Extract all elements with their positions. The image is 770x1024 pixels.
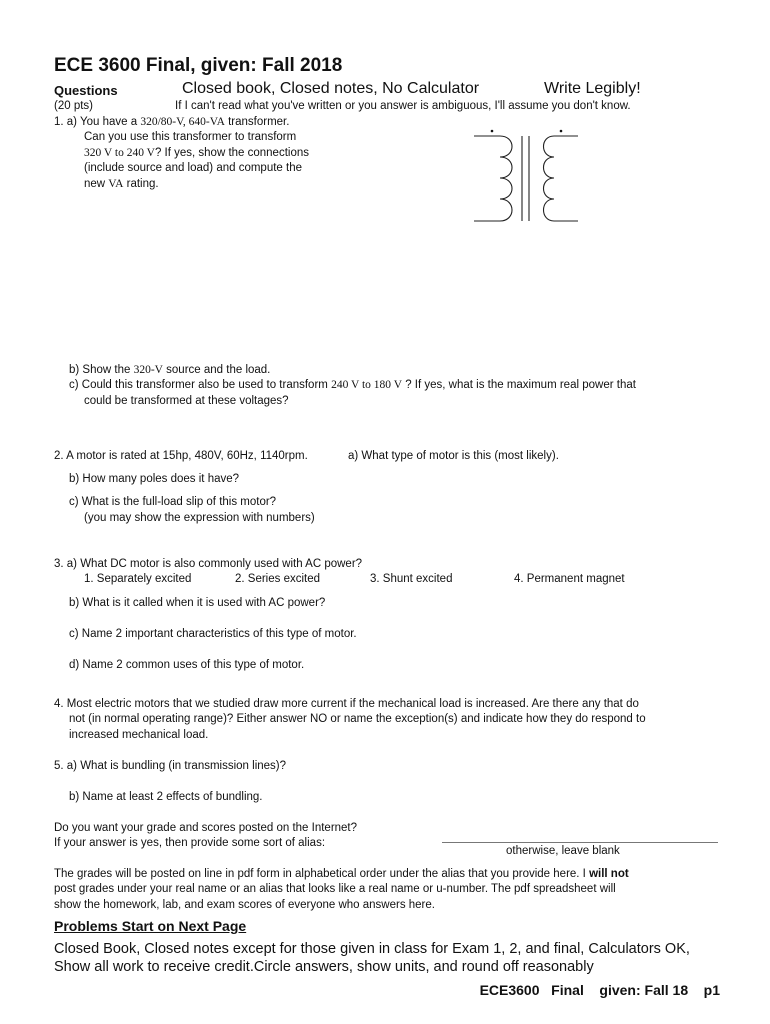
secondary-dot <box>560 130 563 133</box>
q1a-line5-end: rating. <box>123 178 159 190</box>
q1a-voltages: 320 V to 240 V <box>84 147 155 159</box>
q4-line2: not (in normal operating range)? Either answer NO or name the exception(s) and indicate how they do respond to <box>69 713 646 725</box>
q3-option-2: 2. Series excited <box>235 573 321 585</box>
transformer-core <box>522 136 529 221</box>
q1a-rating: 320/80-V, 640-VA <box>140 116 225 128</box>
q3a: 3. a) What DC motor is also commonly used with AC power? <box>54 558 363 570</box>
alias-prompt: If your answer is yes, then provide some sort of alias: <box>54 837 326 849</box>
q3-option-1: 1. Separately excited <box>84 573 192 585</box>
grades-question: Do you want your grade and scores posted on the Internet? <box>54 822 358 834</box>
alias-input-line[interactable] <box>442 842 718 843</box>
will-not-emphasis: will not <box>589 868 629 880</box>
q1b-voltage: 320-V <box>133 364 163 376</box>
q1c-voltages: 240 V to 180 V <box>331 379 402 391</box>
write-legibly-note: Write Legibly! <box>544 80 641 97</box>
grades-para-line1 <box>54 868 629 880</box>
q5b: b) Name at least 2 effects of bundling. <box>69 791 263 803</box>
q1b <box>69 364 270 376</box>
ambiguity-notice: If I can't read what you've written or you answer is ambiguous, I'll assume you don't know. <box>175 100 631 112</box>
grades-para-line3: show the homework, lab, and exam scores of everyone who answers here. <box>54 899 435 911</box>
q1a-line3 <box>84 147 309 159</box>
q1c-line2: could be transformed at these voltages? <box>84 395 289 407</box>
page-title: ECE 3600 Final, given: Fall 2018 <box>54 55 343 76</box>
questions-label: Questions <box>54 83 118 98</box>
primary-winding <box>500 136 512 221</box>
q3b: b) What is it called when it is used with AC power? <box>69 597 326 609</box>
q2-main: 2. A motor is rated at 15hp, 480V, 60Hz, 1140rpm. <box>54 450 308 462</box>
closed-book-line2: Show all work to receive credit.Circle answers, show units, and round off reasonably <box>54 959 594 975</box>
q1a-line4: (include source and load) and compute the <box>84 162 303 174</box>
grades-para-line2: post grades under your real name or an alias that looks like a real name or u-number. The pdf spreadsheet will <box>54 883 616 895</box>
q4-line3: increased mechanical load. <box>69 729 209 741</box>
q1a-line5-pre: new <box>84 178 109 190</box>
closed-book-line1: Closed Book, Closed notes except for those given in class for Exam 1, 2, and final, Calculators OK, <box>54 941 690 957</box>
q3-option-4: 4. Permanent magnet <box>514 573 625 585</box>
q1a-line2: Can you use this transformer to transform <box>84 131 297 143</box>
primary-dot <box>491 130 494 133</box>
q3c: c) Name 2 important characteristics of this type of motor. <box>69 628 357 640</box>
q1b-pre: b) Show the <box>69 364 134 376</box>
q1c-end: ? If yes, what is the maximum real power that <box>402 379 636 391</box>
q1b-end: source and the load. <box>162 364 271 376</box>
transformer-symbol <box>468 126 588 226</box>
secondary-leads <box>554 136 578 221</box>
q1a-line3-text: ? If yes, show the connections <box>154 147 309 159</box>
q1c-line1 <box>69 379 636 391</box>
exam-rules: Closed book, Closed notes, No Calculator <box>182 80 480 97</box>
q2a: a) What type of motor is this (most likely). <box>348 450 559 462</box>
q4-line1: 4. Most electric motors that we studied draw more current if the mechanical load is increased. Are there any that do <box>54 698 639 710</box>
grades-para-text: The grades will be posted on line in pdf form in alphabetical order under the alias that you provide here. I <box>54 868 590 880</box>
problems-heading: Problems Start on Next Page <box>54 918 247 934</box>
q1a-va: VA <box>108 178 124 190</box>
q2c-line2: (you may show the expression with numbers) <box>84 512 315 524</box>
q2b: b) How many poles does it have? <box>69 473 240 485</box>
q1a-text-end: transformer. <box>224 116 290 128</box>
q5a: 5. a) What is bundling (in transmission lines)? <box>54 760 287 772</box>
points-label: (20 pts) <box>54 100 93 112</box>
q1c-pre: c) Could this transformer also be used to transform <box>69 379 332 391</box>
q1a-line1 <box>54 116 289 128</box>
page-identifier: ECE3600 Final given: Fall 18 p1 <box>479 982 720 998</box>
q2c-line1: c) What is the full-load slip of this motor? <box>69 496 277 508</box>
q3d: d) Name 2 common uses of this type of motor. <box>69 659 305 671</box>
primary-leads <box>474 136 500 221</box>
q3-option-3: 3. Shunt excited <box>370 573 453 585</box>
leave-blank-note: otherwise, leave blank <box>506 845 620 857</box>
q1a-line5 <box>84 178 159 190</box>
secondary-winding <box>544 136 555 221</box>
q1a-text: 1. a) You have a <box>54 116 141 128</box>
